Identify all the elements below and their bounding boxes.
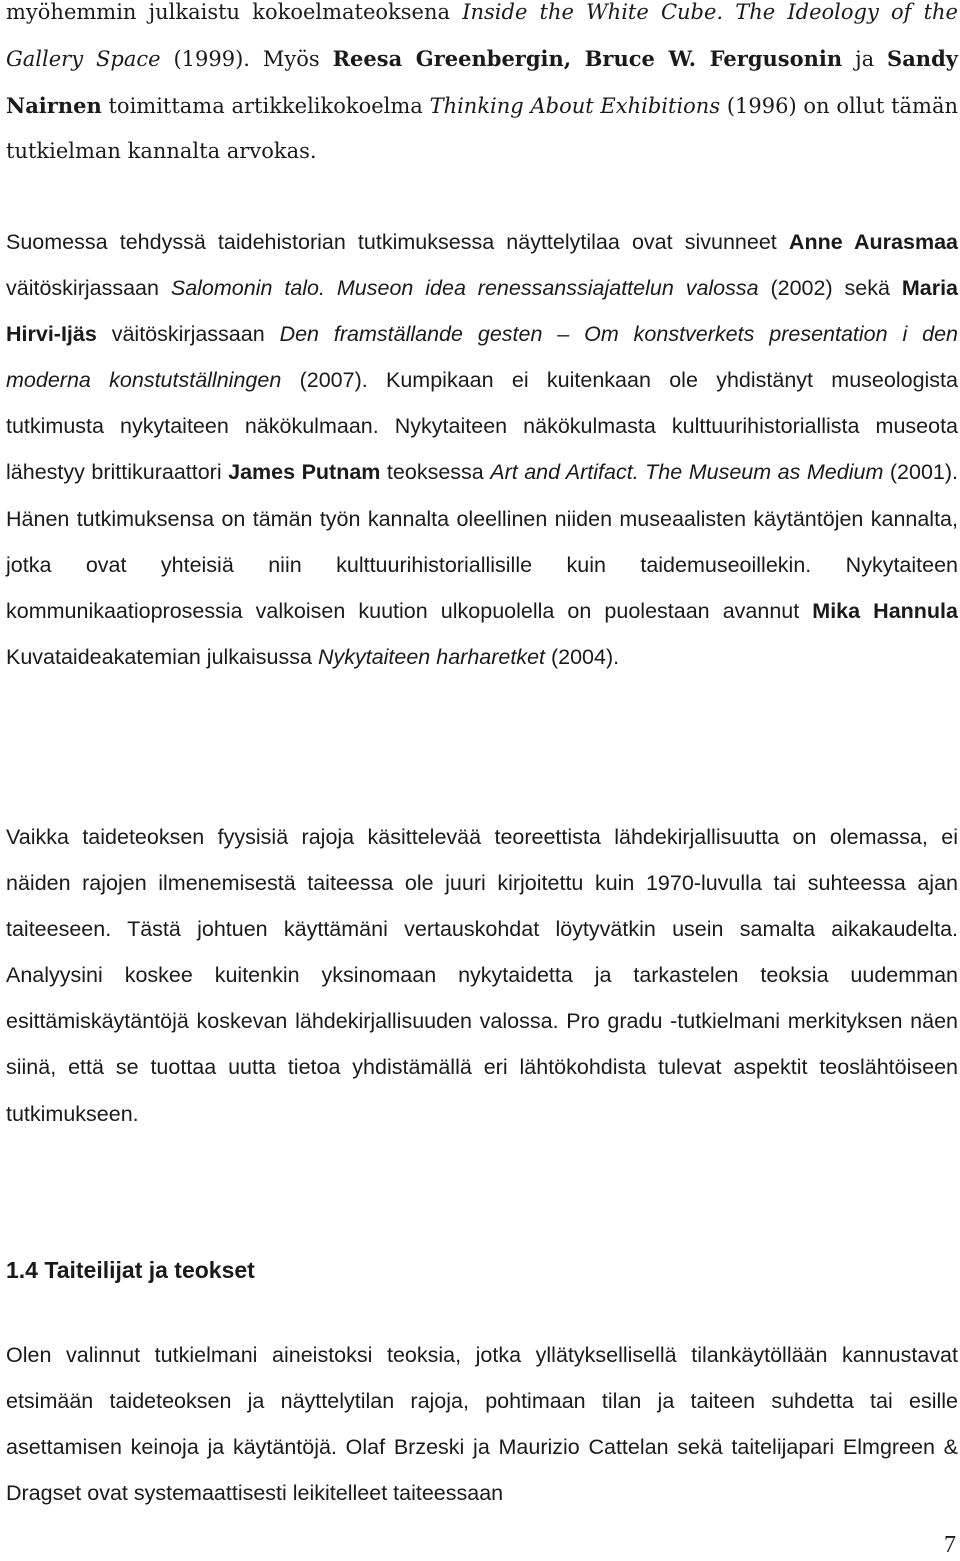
author-name: Mika Hannula [812,598,958,623]
paragraph-literature-intro [6,0,958,175]
text-span: (2002) sekä [758,276,902,301]
text-span: (1999). Myös [160,46,333,71]
book-title: Art and Artifact. The Museum as Medium [490,460,884,485]
author-name: Reesa Greenbergin, Bruce W. Fergusonin [332,45,843,71]
text-span: (2004). [545,644,620,669]
text-span: Suomessa tehdyssä taidehistorian tutkimuksessa näyttelytilaa ovat sivunneet [6,230,789,254]
page-number: 7 [944,1532,956,1558]
book-title: Thinking About Exhibitions [429,93,721,118]
text-span: väitöskirjassaan [6,276,171,301]
book-title: Salomonin talo. Museon idea renessanssiajattelun valossa [170,276,759,301]
paragraph-artists-and-works: Olen valinnut tutkielmani aineistoksi teoksia, jotka yllätyksellisellä tilankäytöllään kannustavat etsimään taideteoksen ja näyttelytilan rajoja, pohtimaan tilan ja taiteen suhdetta tai esille asettamisen keinoja ja käytäntöjä. Olaf Brzeski ja Maurizio Cattelan sekä taitelijapari Elmgreen & Dragset ovat systemaattisesti leikitelleet taiteessaan [6,1343,958,1506]
book-title: Den framställande gesten – Om konstverkets presentation i den moderna konstutställningen [6,322,959,393]
author-name: Sandy Nairnen [6,45,958,118]
text-span: Kuvataideakatemian julkaisussa [6,644,318,669]
author-name: James Putnam [228,460,381,485]
text-span: (2001). Hänen tutkimuksensa on tämän työn kannalta oleellinen niiden museaalisten käytäntöjen kannalta, jotka ovat yhteisiä niin kulttuurihistoriallisille kuin taidemuseoillekin. Nykytaiteen kommunikaatioprosessia valkoisen kuution ulkopuolella on puolestaan avannut [6,460,958,623]
paragraph-research-significance: Vaikka taideteoksen fyysisiä rajoja käsittelevää teoreettista lähdekirjallisuutta on olemassa, ei näiden rajojen ilmenemisestä taiteessa ole juuri kirjoitettu kuin 1970-luvulla tai suhteessa ajan taiteeseen. Tästä johtuen käyttämäni vertauskohdat löytyvätkin usein samalta aikakaudelta. Analyysini koskee kuitenkin yksinomaan nykytaidetta ja tarkastelen teoksia uudemman esittämiskäytäntöjä koskevan lähdekirjallisuuden valossa. Pro gradu -tutkielmani merkityksen näen siinä, että se tuottaa uutta tietoa yhdistämällä eri lähtökohdista tulevat aspektit teoslähtöiseen tutkimukseen. [6,825,958,1126]
author-name: Maria Hirvi-Ijäs [6,276,959,347]
text-span: ja [842,46,888,71]
author-name: Anne Aurasmaa [788,230,958,254]
book-title: Inside the White Cube. The Ideology of the Gallery Space [6,0,958,71]
paragraph-finnish-research [6,219,958,680]
text-span: (1996) on ollut tämän tutkielman kannalta arvokas. [6,93,959,164]
book-title: Nykytaiteen harharetket [317,644,545,669]
section-heading: 1.4 Taiteilijat ja teokset [6,1257,255,1283]
text-span: (2007). Kumpikaan ei kuitenkaan ole yhdistänyt museologista tutkimusta nykytaiteen näkökulmaan. Nykytaiteen näkökulmasta kulttuurihistoriallista museota lähestyy brittikuraattori [6,368,958,485]
text-span: toimittama artikkelikokoelma [101,93,430,118]
text-span: väitöskirjassaan [96,322,280,347]
text-span: myöhemmin julkaistu kokoelmateoksena [6,0,463,24]
text-span: teoksessa [380,460,491,485]
